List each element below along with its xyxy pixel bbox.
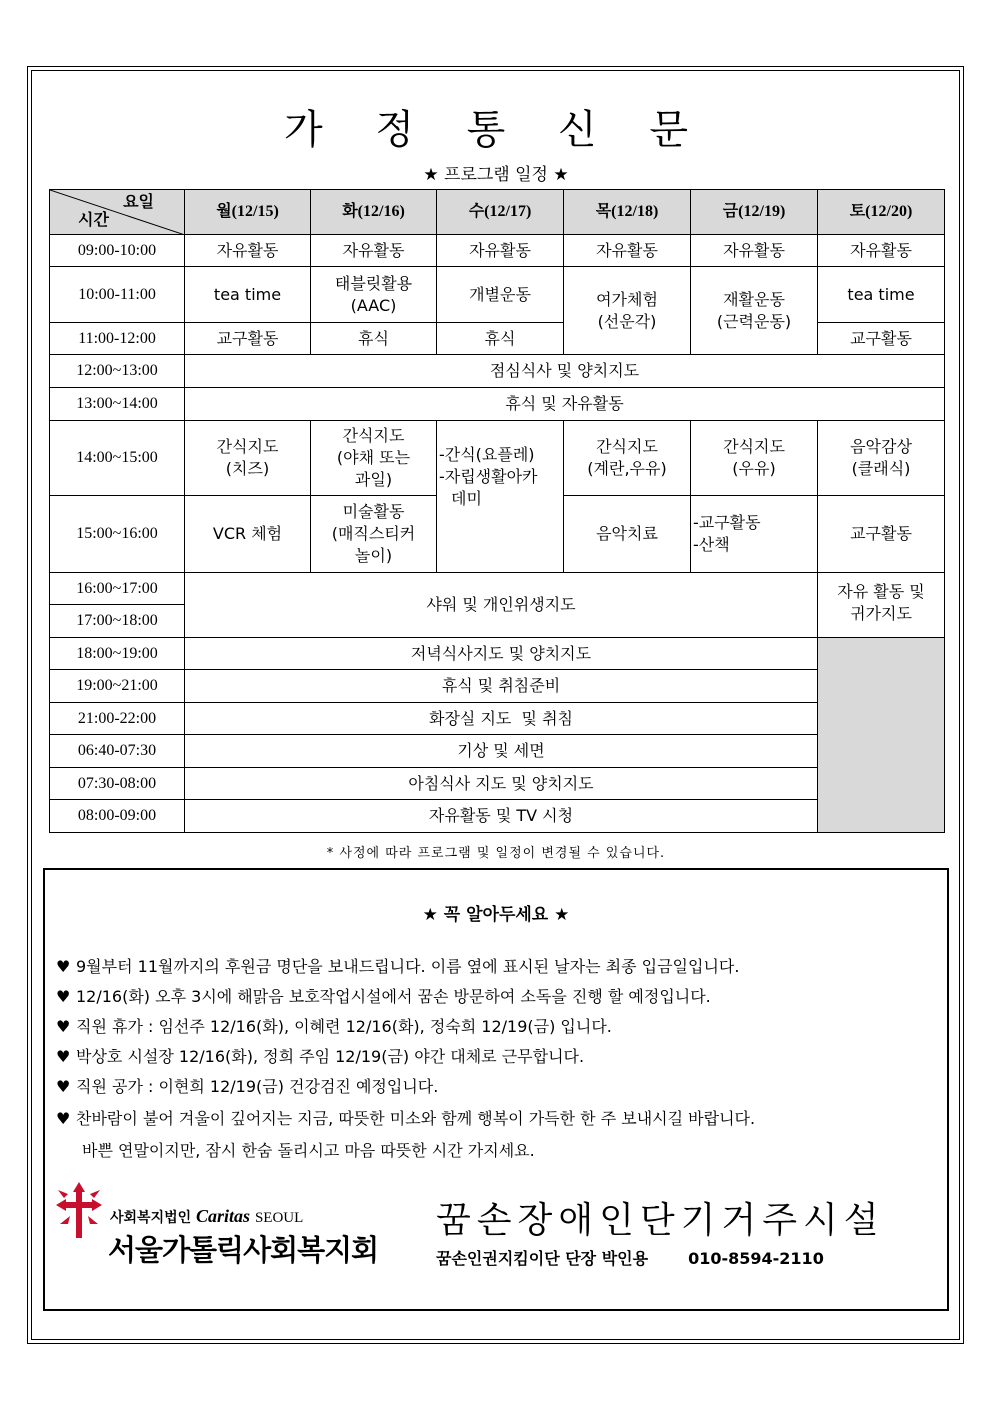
notice-text: 직원 공가 : 이현희 12/19(금) 건강검진 예정입니다. [76,1077,439,1096]
time-cell: 11:00-12:00 [50,323,185,355]
cell-line: -간식(요플레) [439,444,535,464]
cell [564,421,691,496]
cell: 자유활동 [564,235,691,267]
time-cell: 07:30-08:00 [50,768,185,800]
cell: 저녁식사지도 및 양치지도 [185,638,818,670]
cell: 음악치료 [564,496,691,573]
cell: 자유활동 [437,235,564,267]
time-cell: 06:40-07:30 [50,735,185,768]
cell-line: (클래식) [851,459,911,478]
notice-item [56,984,711,1007]
heart-icon: ♥ [56,987,71,1006]
notice-text: 12/16(화) 오후 3시에 해맑음 보호작업시설에서 꿈손 방문하여 소독을 진행 할 예정입니다. [76,987,711,1006]
cell: 자유활동 [185,235,311,267]
cell: 자유활동 및 TV 시청 [185,800,818,833]
cell-line: (야채 또는 [336,448,411,467]
cell-line: (AAC) [350,295,397,315]
cell-line: 데미 [451,488,482,508]
notice-title: ★ 꼭 알아두세요 ★ [422,905,570,925]
day-header-sat: 토(12/20) [818,190,945,235]
cell-line: 놀이) [354,546,393,565]
cell-line: (우유) [732,459,776,478]
cell [311,421,437,496]
notice-text: 9월부터 11월까지의 후원금 명단을 보내드립니다. 이름 옆에 표시된 날자는 최종 입금일입니다. [76,957,740,976]
cell [311,267,437,323]
cell: 샤워 및 개인위생지도 [185,573,818,638]
cell-line: -교구활동 [693,513,761,532]
cell-line: 음악감상 [850,437,912,456]
cell-line: 태블릿활용 [334,273,413,293]
cell-line: 미술활동 [342,502,405,521]
contact-phone: 010-8594-2110 [688,1249,824,1268]
cell-line: 과일) [354,470,393,489]
heart-icon: ♥ [56,1077,71,1096]
cell [564,267,691,355]
cell: 아침식사 지도 및 양치지도 [185,768,818,800]
cell: 교구활동 [185,323,311,355]
logo-caritas: Caritas [196,1206,251,1226]
contact-name: 꿈손인권지킴이단 단장 박인용 [436,1249,649,1268]
cell: 개별운동 [437,267,564,323]
cell: 자유활동 [691,235,818,267]
table-row [50,703,945,735]
table-row [50,573,945,605]
cell [437,421,564,573]
facility-name: 꿈손장애인단기거주시설 [436,1200,885,1241]
cell: 자유활동 [818,235,945,267]
heart-icon: ♥ [56,1017,71,1036]
cell: VCR 체험 [185,496,311,573]
table-row [50,800,945,833]
cell [691,496,818,573]
page-title: 가 정 통 신 문 [283,107,709,153]
cell [691,267,818,355]
cell-line: (근력운동) [716,311,792,331]
cell: 휴식 [311,323,437,355]
cell: 점심식사 및 양치지도 [185,355,945,388]
cell [311,496,437,573]
cell: tea time [818,267,945,323]
corner-day-label: 요일 [123,194,154,211]
notice-item [56,1014,612,1037]
notice-item [56,1044,584,1067]
notice-continuation: 바쁜 연말이지만, 잠시 한숨 돌리시고 마음 따뜻한 시간 가지세요. [82,1141,535,1160]
table-row [50,735,945,768]
time-cell: 15:00~16:00 [50,496,185,573]
logo-prefix: 사회복지법인 [110,1210,192,1226]
cell: tea time [185,267,311,323]
cell-line: 귀가지도 [850,604,912,623]
cell-line: 재활운동 [723,289,785,309]
notice-item [56,1074,438,1097]
day-header-tue: 화(12/16) [311,190,437,235]
cell: 교구활동 [818,323,945,355]
diagonal-line [50,190,185,235]
cell: 휴식 및 자유활동 [185,388,945,421]
table-row [50,768,945,800]
table-row [50,355,945,388]
notice-text: 직원 휴가 : 임선주 12/16(화), 이혜련 12/16(화), 정숙희 12/19(금) 입니다. [76,1017,612,1036]
logo-org-line [110,1206,303,1227]
notice-item [56,1106,755,1129]
time-cell: 16:00~17:00 [50,573,185,605]
cell: 자유활동 [311,235,437,267]
notice-text: 박상호 시설장 12/16(화), 정희 주임 12/19(금) 야간 대체로 근무합니다. [76,1047,585,1066]
table-row [50,670,945,703]
cell-line: 간식지도 [216,437,279,456]
cell-line: 간식지도 [596,437,658,456]
shaded-cell [818,638,945,833]
logo-seoul: SEOUL [254,1210,304,1226]
day-header-mon: 월(12/15) [185,190,311,235]
schedule-table [49,189,945,833]
time-cell: 10:00-11:00 [50,267,185,323]
time-cell: 13:00~14:00 [50,388,185,421]
corner-time-label: 시간 [78,212,109,229]
table-row [50,421,945,496]
time-cell: 12:00~13:00 [50,355,185,388]
table-row [50,638,945,670]
notice-text: 찬바람이 불어 겨울이 깊어지는 지금, 따뜻한 미소와 함께 행복이 가득한 한 주 보내시길 바랍니다. [76,1109,756,1128]
schedule-subtitle: ★ 프로그램 일정 ★ [423,165,569,185]
cell [691,421,818,496]
cell: 화장실 지도 및 취침 [185,703,818,735]
cell-line: (계란,우유) [587,459,667,478]
day-header-fri: 금(12/19) [691,190,818,235]
header-row [50,190,945,235]
cell [818,421,945,496]
time-cell: 19:00~21:00 [50,670,185,703]
contact-line [436,1246,824,1269]
day-header-wed: 수(12/17) [437,190,564,235]
cell-line: 자유 활동 및 [837,582,925,601]
day-header-thu: 목(12/18) [564,190,691,235]
cell: 교구활동 [818,496,945,573]
corner-cell [50,190,185,235]
table-row [50,388,945,421]
cell: 기상 및 세면 [185,735,818,768]
cell-line: 간식지도 [342,426,405,445]
time-cell: 17:00~18:00 [50,605,185,638]
cell [185,421,311,496]
heart-icon: ♥ [56,1047,71,1066]
time-cell: 14:00~15:00 [50,421,185,496]
heart-icon: ♥ [56,1109,71,1128]
notice-item [56,954,739,977]
time-cell: 18:00~19:00 [50,638,185,670]
heart-icon: ♥ [56,957,71,976]
table-row [50,267,945,323]
cell-line: (매직스티커 [331,524,416,543]
cell [818,573,945,638]
cell-line: 여가체험 [596,289,658,309]
time-cell: 09:00-10:00 [50,235,185,267]
cell: 휴식 및 취침준비 [185,670,818,703]
schedule-note: * 사정에 따라 프로그램 및 일정이 변경될 수 있습니다. [326,846,666,861]
time-cell: 21:00-22:00 [50,703,185,735]
cell-line: (치즈) [225,459,270,478]
time-cell: 08:00-09:00 [50,800,185,833]
cell-line: -산책 [693,535,730,554]
logo-org-name: 서울가톨릭사회복지회 [108,1233,379,1267]
cell-line: (선운각) [597,311,657,331]
cell-line: 간식지도 [723,437,785,456]
cell-line: -자립생활아카 [439,466,538,486]
caritas-cross-icon [52,1180,106,1242]
table-row [50,235,945,267]
cell: 휴식 [437,323,564,355]
